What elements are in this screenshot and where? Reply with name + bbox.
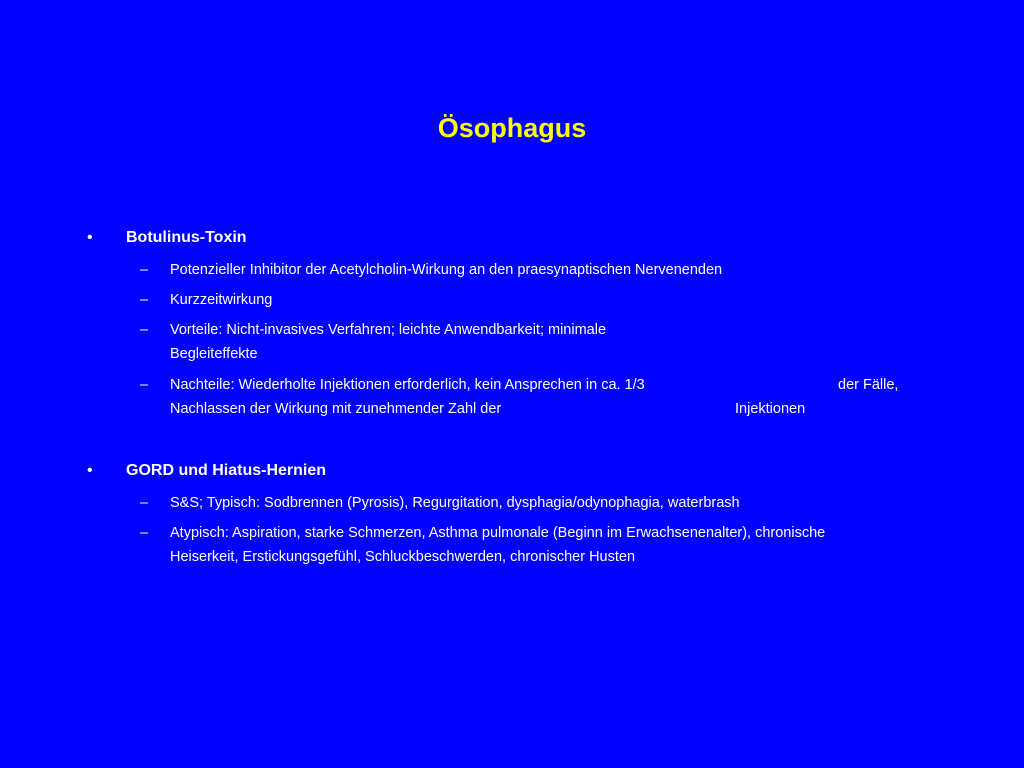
dash-marker: –: [140, 262, 149, 278]
bullet-heading: GORD und Hiatus-Hernien: [126, 462, 327, 479]
sub-item-text: Begleiteffekte: [170, 346, 258, 362]
sub-item-text: Nachlassen der Wirkung mit zunehmender Zahl der: [170, 401, 502, 417]
bullet-marker: •: [87, 462, 93, 479]
sub-item-text: Heiserkeit, Erstickungsgefühl, Schluckbeschwerden, chronischer Husten: [170, 549, 636, 565]
slide-title: Ösophagus: [437, 113, 587, 143]
dash-marker: –: [140, 377, 149, 393]
sub-item-text: Nachteile: Wiederholte Injektionen erforderlich, kein Ansprechen in ca. 1/3: [170, 377, 645, 393]
sub-item-text: Injektionen: [735, 401, 806, 417]
sub-item-text: Kurzzeitwirkung: [170, 292, 273, 308]
dash-marker: –: [140, 525, 149, 541]
sub-item-text: Atypisch: Aspiration, starke Schmerzen, Asthma pulmonale (Beginn im Erwachsenenalter), chronische: [170, 525, 826, 541]
dash-marker: –: [140, 495, 149, 511]
bullet-marker: •: [87, 229, 93, 246]
sub-item-text: der Fälle,: [838, 377, 899, 393]
sub-item-text: Potenzieller Inhibitor der Acetylcholin-Wirkung an den praesynaptischen Nervenenden: [170, 262, 723, 278]
sub-item-text: S&S; Typisch: Sodbrennen (Pyrosis), Regurgitation, dysphagia/odynophagia, waterbrash: [170, 495, 740, 511]
bullet-heading: Botulinus-Toxin: [126, 229, 247, 246]
dash-marker: –: [140, 292, 149, 308]
dash-marker: –: [140, 322, 149, 338]
sub-item-text: Vorteile: Nicht-invasives Verfahren; leichte Anwendbarkeit; minimale: [170, 322, 607, 338]
